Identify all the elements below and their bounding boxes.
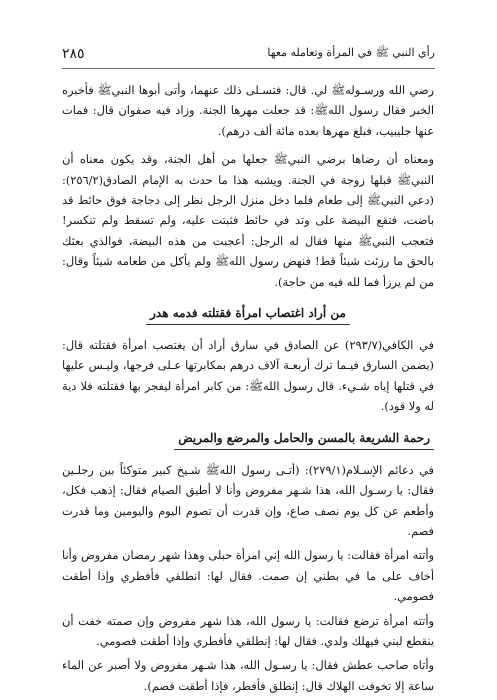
running-title: رأي النبي ﷺ في المرأة وتعامله معها (267, 46, 435, 59)
paragraph-6: وأتته امرأة ترضع فقالت: يا رسول الله، هذا شهر مفروض وإن صمته خفت أن ينقطع لبني فيهلك ولدي. فقال لها: إنطلقي فأفطري وإذا أطقت فصومي. (62, 613, 434, 648)
paragraph-2: ومعناه أن رضاها برضي النبيﷺ جعلها من أهل الجنة، وقد يكون معناه أن النبيﷺ قبلها زوجة في الجنة. ويشبه هذا ما حدث به الإمام الصادق(٢٥٦/٢):(دعي النبيﷺ إلى طعام فلما دخل منزل الرجل نظر إلى دجاجة فوق حائط قد باضت، فتقع البيضة على وتد في حائط فثبتت عليه، ولم تسقط ولم تنكسر! فتعجب النبيﷺ منها فقال له الرجل: أعجبت من هذه البيضة، فوالذي بعثك بالحق ما رزئت شيئاً قط! فنهض رسول اللهﷺ ولم يأكل من طعامه شيئاً وقال: من لم يرزأ فما لله فيه من حاجة). (62, 152, 434, 289)
header-divider (62, 68, 435, 69)
paragraph-1: رضي الله ورسـولهﷺ لي. قال: فتسـلى ذلك عنهما، وأتى أبوها النبيﷺ فأخبره الخبر فقال رسول اللهﷺ: قد جعلت مهرها الجنة. وزاد فيه صفوان قال: فمات عنها جليبيب، فبلغ مهرها بعده مائة ألف درهم). (62, 83, 434, 138)
page-body (62, 80, 434, 700)
paragraph-3: في الكافي(٢٩٣/٧) عن الصادق في سارق أراد أن يغتصب امرأة فقتلته قال: (يضمن السارق فيـما ترك أربعـة آلاف درهم بمكابرتها عـلى فرجها، وليـس عليها في قتلها إياه شـيء. قال رسول اللهﷺ: من كابر امرأة ليفجر بها فقتلته فلا دية له ولا قود). (62, 338, 435, 414)
section-heading-2: رحمة الشريعة بالمسن والحامل والمرضع والمريض (174, 429, 434, 450)
paragraph-5: وأتته امرأة فقالت: يا رسول الله إني امرأة حبلى وهذا شهر رمضان مفروض وأنا أخاف على ما في بطني إن صمت. فقال لها: انطلقي فأفطري وإذا أطقت فصومي. (62, 548, 434, 604)
paragraph-4: في دعائم الإسـلام(٢٧٩/١): (أتـى رسول اللهﷺ شـيخ كبير متوكئاً بين رجلـين فقال: يا رسـول الله، هذا شـهر مفروض وأنا لا أطيق الصيام فقال: إذهب فكل، وأطعم عن كل يوم نصف صاع، وإن قدرت أن تصوم اليوم واليومين وما قدرت فصم. (62, 462, 434, 538)
page-number: ٢٨٥ (62, 46, 85, 62)
paragraph-7: وأتاه صاحب عطش فقال: يا رسـول الله، هذا شـهر مفروض ولا أصبر عن الماء ساعة إلا تخوفت الهلاك قال: إنطلق فأفطر، فإذا أطقت فصم). (62, 658, 434, 693)
page-header (62, 44, 435, 64)
section-heading-1: من أراد اغتصاب امرأة فقتلته فدمه هدر (146, 304, 350, 325)
